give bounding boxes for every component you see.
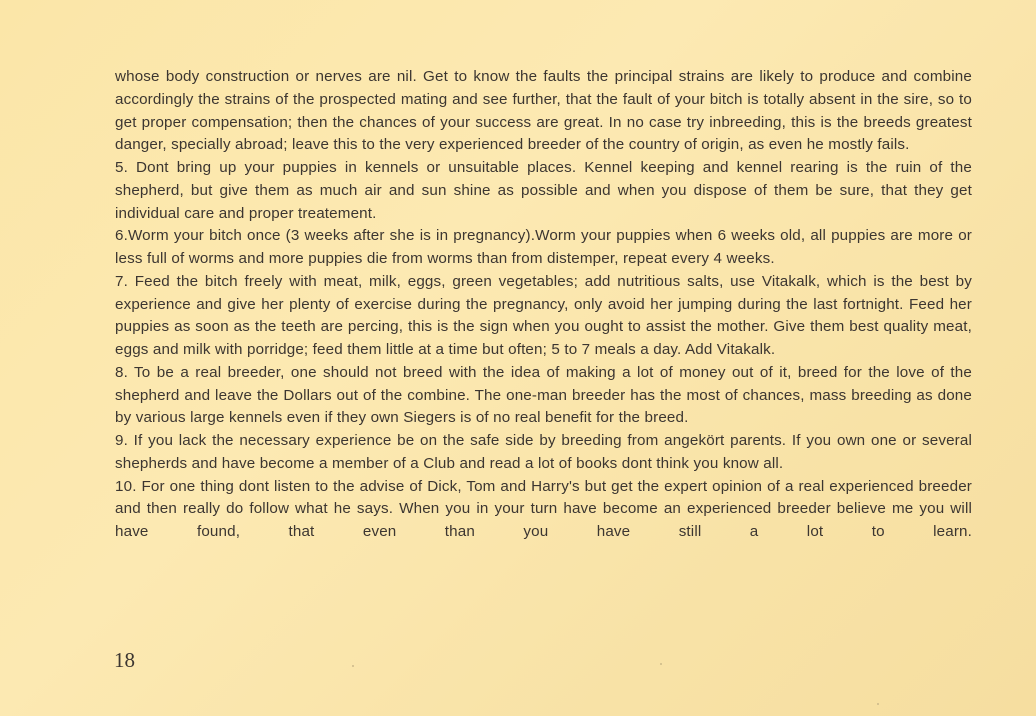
paragraph-item-10: 10. For one thing dont listen to the advise of Dick, Tom and Harry's but get the expert opinion of a real experienced breeder and then really do follow what he says. When you in your turn have become an experienced breeder believe me you will have found, that even than you have still a lot to learn. [115, 477, 972, 540]
paper-speck [660, 663, 662, 665]
page-body [115, 66, 972, 544]
paragraph-item-9: 9. If you lack the necessary experience be on the safe side by breeding from angekört parents. If you own one or several shepherds and have become a member of a Club and read a lot of books dont think you know all. [115, 432, 972, 472]
paragraph-item-7: 7. Feed the bitch freely with meat, milk, eggs, green vegetables; add nutritious salts, use Vitakalk, which is the best by experience and give her plenty of exercise during the pregnancy, only avoid her jumping during the last fortnight. Feed her puppies as soon as the teeth are percing, this is the sign when you ought to assist the mother. Give them best quality meat, eggs and milk with porridge; feed them little at a time but often; 5 to 7 meals a day. Add Vitakalk. [115, 272, 972, 358]
page-number: 18 [114, 648, 135, 672]
paragraph-item-8: 8. To be a real breeder, one should not breed with the idea of making a lot of money out of it, breed for the love of the shepherd and leave the Dollars out of the combine. The one-man breeder has the most of chances, mass breeding as done by various large kennels even if they own Siegers is of no real benefit for the breed. [115, 363, 972, 427]
paper-speck [352, 665, 354, 667]
paragraph-continuation: whose body construction or nerves are nil. Get to know the faults the principal strains are likely to produce and combine accordingly the strains of the prospected mating and see further, that the fault of your bitch is totally absent in the sire, so to get proper compensation; then the chances of your success are great. In no case try inbreeding, this is the breeds greatest danger, specially abroad; leave this to the very experienced breeder of the country of origin, as even he mostly fails. [115, 68, 972, 154]
paper-speck [877, 703, 879, 705]
paragraph-item-6: 6.Worm your bitch once (3 weeks after she is in pregnancy).Worm your puppies when 6 weeks old, all puppies are more or less full of worms and more puppies die from worms than from distemper, repeat every 4 weeks. [115, 227, 972, 267]
paragraph-item-5: 5. Dont bring up your puppies in kennels or unsuitable places. Kennel keeping and kennel rearing is the ruin of the shepherd, but give them as much air and sun shine as possible and when you dispose of them be sure, that they get individual care and proper treatement. [115, 159, 972, 222]
